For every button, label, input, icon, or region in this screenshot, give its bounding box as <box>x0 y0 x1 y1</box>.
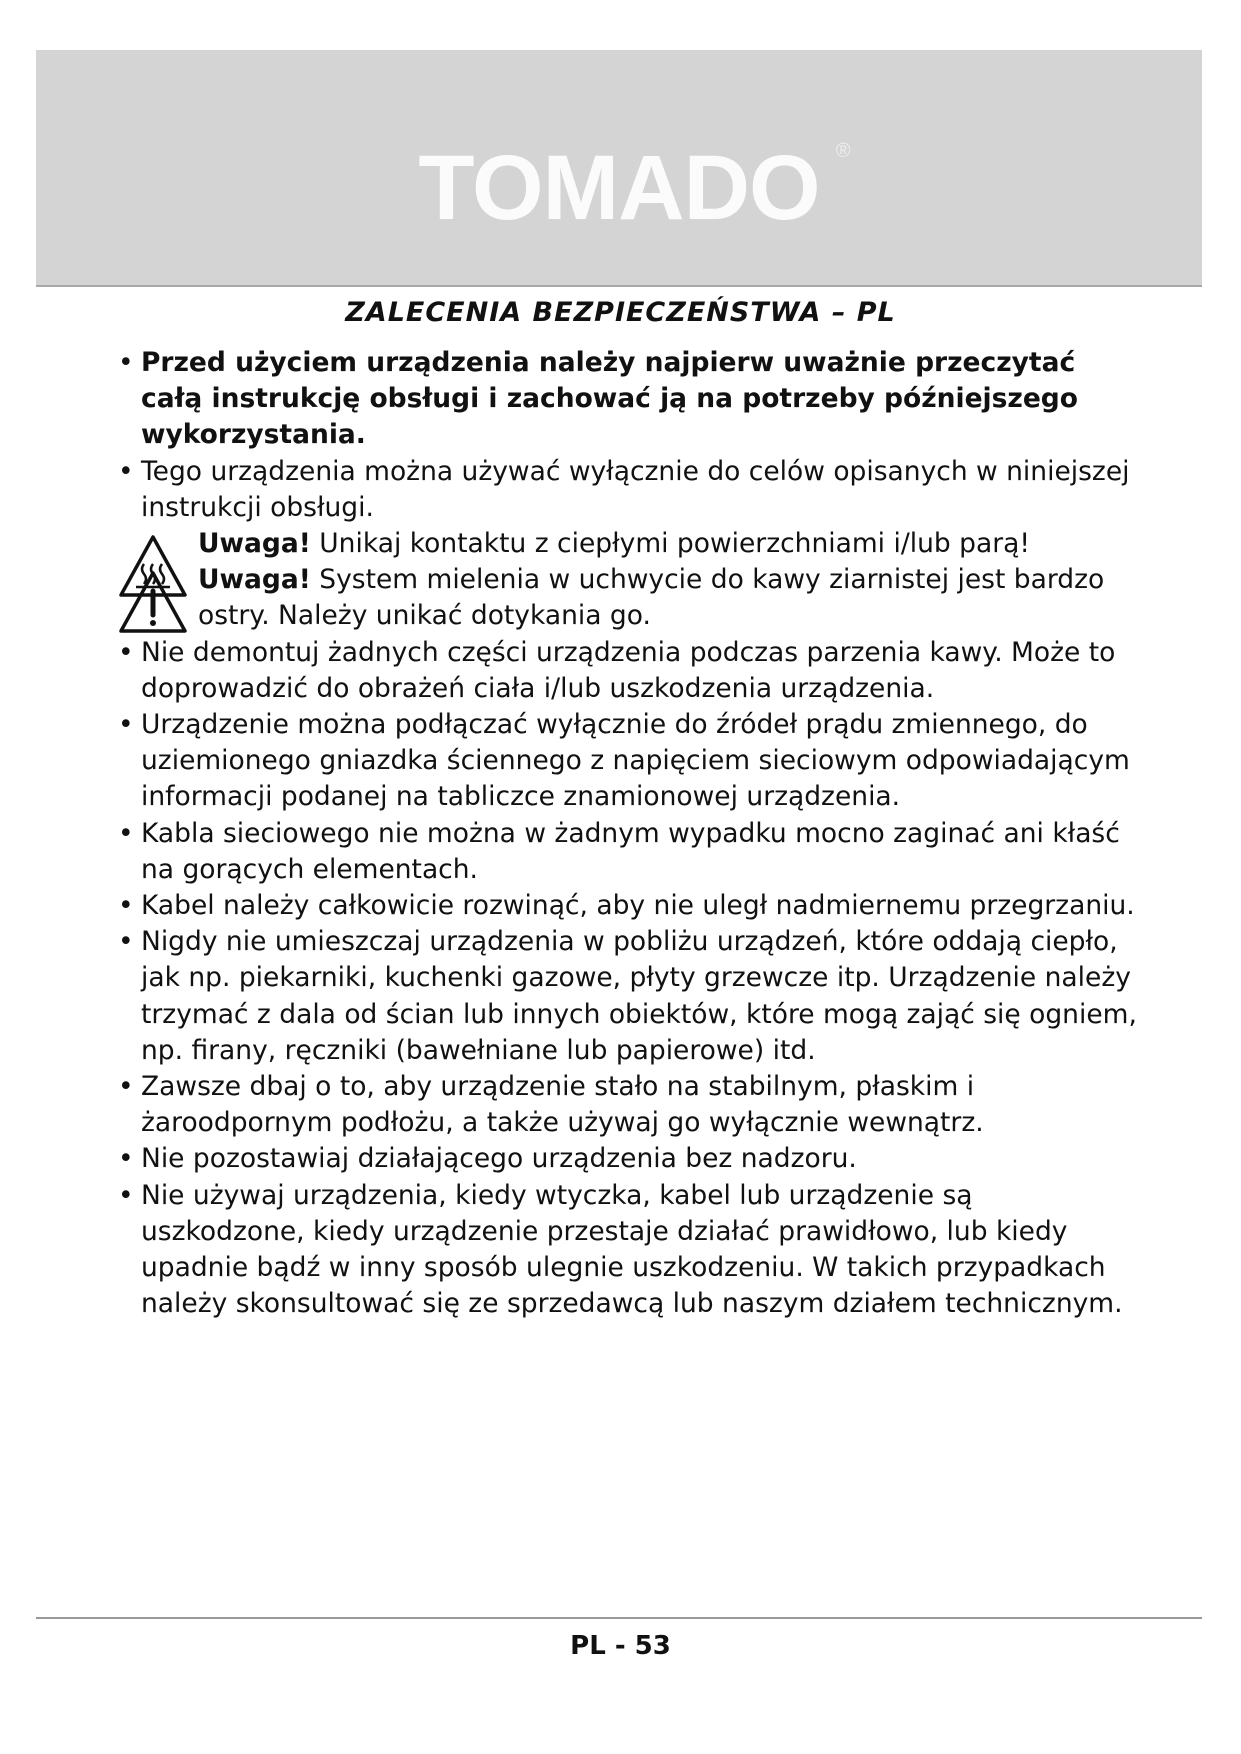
list-item <box>118 924 1138 1069</box>
bullet: • <box>118 926 134 958</box>
section-title: ZALECENIA BEZPIECZEŃSTWA – PL <box>345 297 896 328</box>
brand-name: TOMADO <box>418 137 820 239</box>
warning-text: System mielenia w uchwycie do kawy ziarnistej jest bardzo ostry. Należy unikać dotykania go. <box>198 564 1105 632</box>
item-text: Zawsze dbaj o to, aby urządzenie stało na stabilnym, płaskim i żaroodpornym podłożu, a także używaj go wyłącznie wewnątrz. <box>141 1071 984 1139</box>
header-banner <box>36 50 1202 287</box>
general-warning-icon <box>118 570 188 634</box>
list-item <box>118 345 1138 454</box>
list-item <box>118 1069 1138 1141</box>
item-text: Tego urządzenia można używać wyłącznie do celów opisanych w niniejszej instrukcji obsługi. <box>141 455 1130 523</box>
safety-list <box>118 345 1138 1322</box>
list-item <box>118 1141 1138 1177</box>
bullet: • <box>118 636 134 668</box>
bullet: • <box>118 890 134 922</box>
brand-logo <box>36 137 1202 239</box>
item-text: Nie pozostawiaj działającego urządzenia bez nadzoru. <box>141 1143 857 1175</box>
warning-text: Unikaj kontaktu z ciepłymi powierzchniami i/lub parą! <box>319 528 1030 560</box>
footer-divider <box>36 1617 1202 1619</box>
item-text: Nigdy nie umieszczaj urządzenia w pobliżu urządzeń, które oddają ciepło, jak np. piekarniki, kuchenki gazowe, płyty grzewcze itp. Urządzenie należy trzymać z dala od ścian lub innych obiektów, które mogą zająć się ogniem, np. firany, ręczniki (bawełniane lub papierowe) itd. <box>141 926 1137 1066</box>
item-text: Przed użyciem urządzenia należy najpierw uważnie przeczytać całą instrukcję obsługi i zachować ją na potrzeby późniejszego wykorzystania. <box>141 347 1078 451</box>
bullet: • <box>118 1143 134 1175</box>
bullet: • <box>118 1071 134 1103</box>
registered-mark: ® <box>835 140 850 162</box>
item-text: Nie używaj urządzenia, kiedy wtyczka, kabel lub urządzenie są uszkodzone, kiedy urządzenie przestaje działać prawidłowo, lub kiedy upadnie bądź w inny sposób ulegnie uszkodzeniu. W takich przypadkach należy skonsultować się ze sprzedawcą lub naszym działem technicznym. <box>141 1179 1123 1320</box>
bullet: • <box>118 709 134 741</box>
warning-sharp-grinder <box>118 562 1138 634</box>
item-text: Kabel należy całkowicie rozwinąć, aby nie uległ nadmiernemu przegrzaniu. <box>141 890 1135 922</box>
item-text: Kabla sieciowego nie można w żadnym wypadku mocno zaginać ani kłaść na gorących elementach. <box>141 817 1120 885</box>
warning-hot-surface <box>118 526 1138 562</box>
list-item <box>118 454 1138 526</box>
list-item <box>118 888 1138 924</box>
bullet: • <box>118 455 134 487</box>
bullet: • <box>118 1179 134 1211</box>
bullet: • <box>118 817 134 849</box>
item-text: Nie demontuj żadnych części urządzenia podczas parzenia kawy. Może to doprowadzić do obrażeń ciała i/lub uszkodzenia urządzenia. <box>141 636 1116 704</box>
list-item <box>118 816 1138 888</box>
bullet: • <box>118 347 134 378</box>
warning-label: Uwaga! <box>198 564 311 596</box>
list-item <box>118 1178 1138 1323</box>
warning-label: Uwaga! <box>198 528 311 560</box>
page-number: PL - 53 <box>570 1631 671 1661</box>
item-text: Urządzenie można podłączać wyłącznie do źródeł prądu zmiennego, do uziemionego gniazdka ściennego z napięciem sieciowym odpowiadającym informacji podanej na tabliczce znamionowej urządzenia. <box>141 709 1130 813</box>
list-item <box>118 707 1138 816</box>
list-item <box>118 635 1138 707</box>
